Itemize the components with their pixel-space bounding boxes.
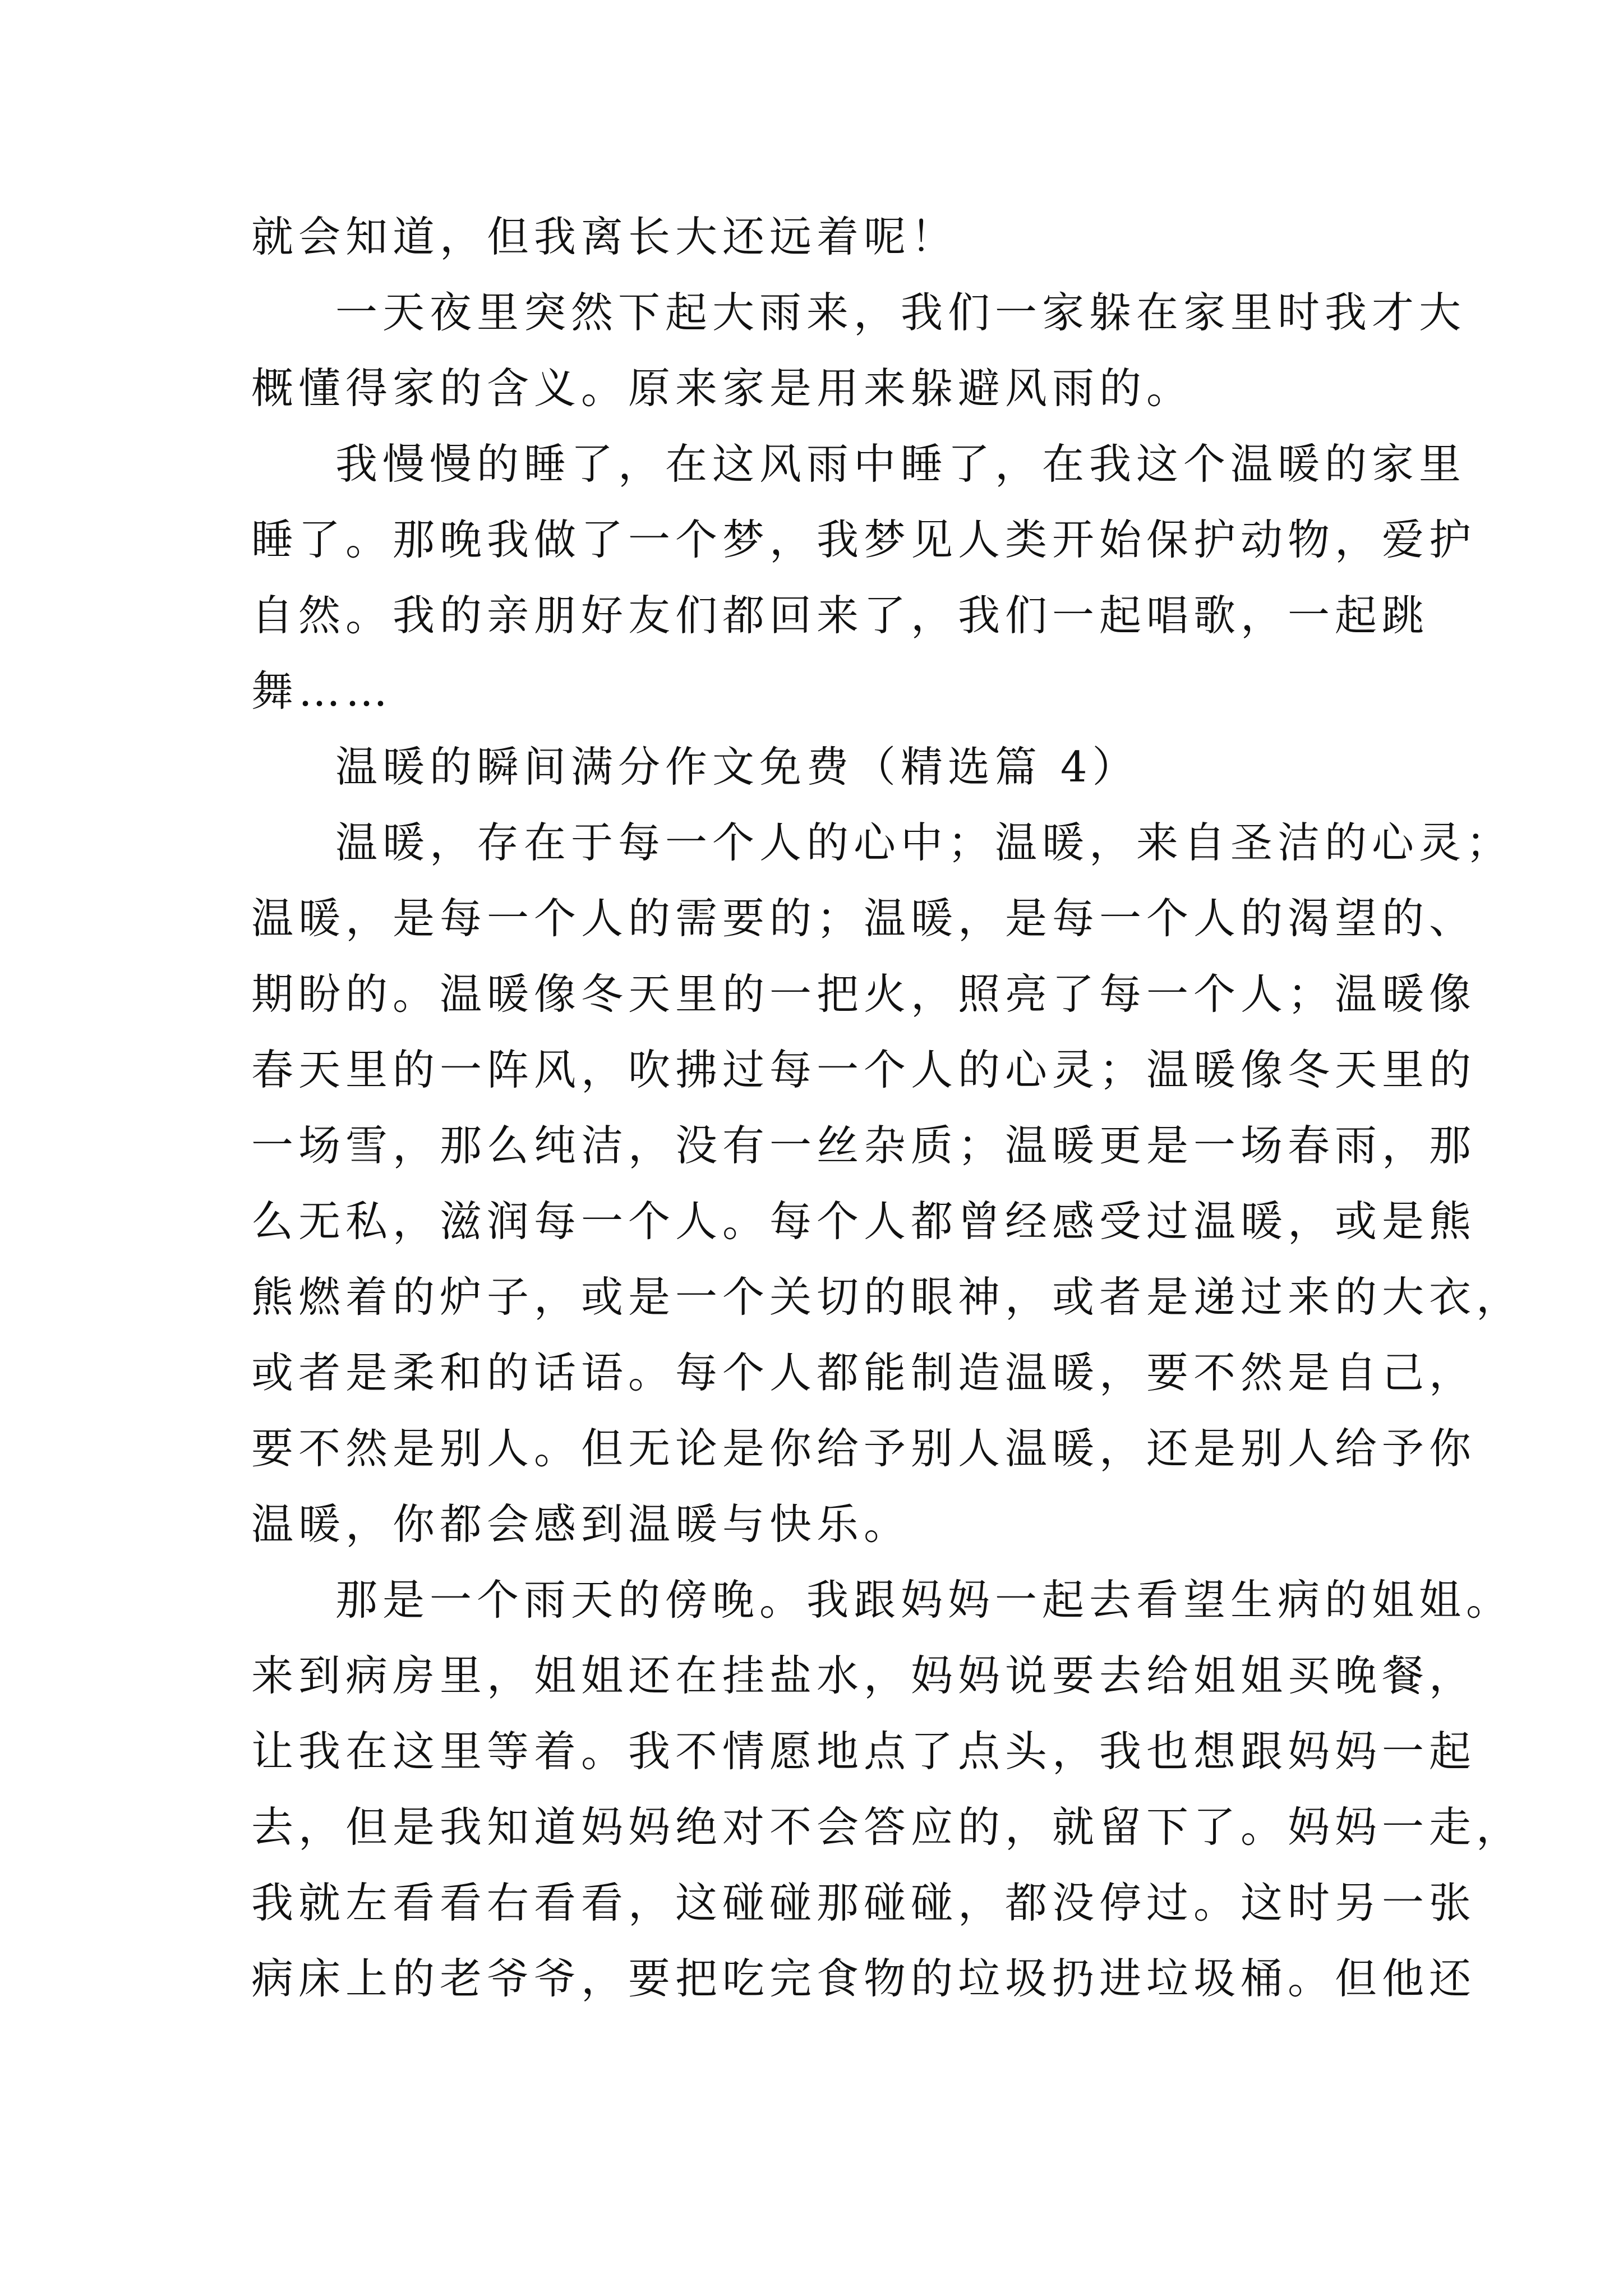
text-line: 要不然是别人。但无论是你给予别人温暖，还是别人给予你 (251, 1424, 1477, 1473)
text-line: 熊燃着的炉子，或是一个关切的眼神，或者是递过来的大衣， (251, 1272, 1524, 1322)
text-line: 舞…… (251, 666, 393, 716)
text-line: 睡了。那晚我做了一个梦，我梦见人类开始保护动物，爱护 (251, 515, 1477, 564)
section-heading: 温暖的瞬间满分作文免费（精选篇 4） (335, 742, 1140, 792)
text-line: 概懂得家的含义。原来家是用来躲避风雨的。 (251, 364, 1194, 413)
text-line: 我慢慢的睡了，在这风雨中睡了，在我这个温暖的家里 (335, 439, 1467, 489)
text-line: 么无私，滋润每一个人。每个人都曾经感受过温暖，或是熊 (251, 1197, 1477, 1246)
text-line: 让我在这里等着。我不情愿地点了点头，我也想跟妈妈一起 (251, 1727, 1477, 1776)
text-line: 我就左看看右看看，这碰碰那碰碰，都没停过。这时另一张 (251, 1878, 1477, 1927)
text-line: 那是一个雨天的傍晚。我跟妈妈一起去看望生病的姐姐。 (335, 1575, 1514, 1625)
text-line: 温暖，你都会感到温暖与快乐。 (251, 1499, 911, 1549)
text-line: 期盼的。温暖像冬天里的一把火，照亮了每一个人；温暖像 (251, 969, 1477, 1019)
text-line: 病床上的老爷爷，要把吃完食物的垃圾扔进垃圾桶。但他还 (251, 1954, 1477, 2003)
text-line: 去，但是我知道妈妈绝对不会答应的，就留下了。妈妈一走， (251, 1802, 1524, 1852)
text-line: 就会知道，但我离长大还远着呢！ (251, 212, 958, 261)
text-line: 春天里的一阵风，吹拂过每一个人的心灵；温暖像冬天里的 (251, 1045, 1477, 1094)
text-line: 自然。我的亲朋好友们都回来了，我们一起唱歌，一起跳 (251, 591, 1430, 640)
text-line: 温暖，是每一个人的需要的；温暖，是每一个人的渴望的、 (251, 894, 1477, 943)
text-line: 或者是柔和的话语。每个人都能制造温暖，要不然是自己， (251, 1348, 1477, 1397)
text-line: 温暖，存在于每一个人的心中；温暖，来自圣洁的心灵； (335, 818, 1514, 867)
text-line: 一场雪，那么纯洁，没有一丝杂质；温暖更是一场春雨，那 (251, 1121, 1477, 1170)
text-line: 来到病房里，姐姐还在挂盐水，妈妈说要去给姐姐买晚餐， (251, 1651, 1477, 1700)
text-line: 一天夜里突然下起大雨来，我们一家躲在家里时我才大 (335, 288, 1467, 337)
document-body (251, 199, 1524, 2017)
